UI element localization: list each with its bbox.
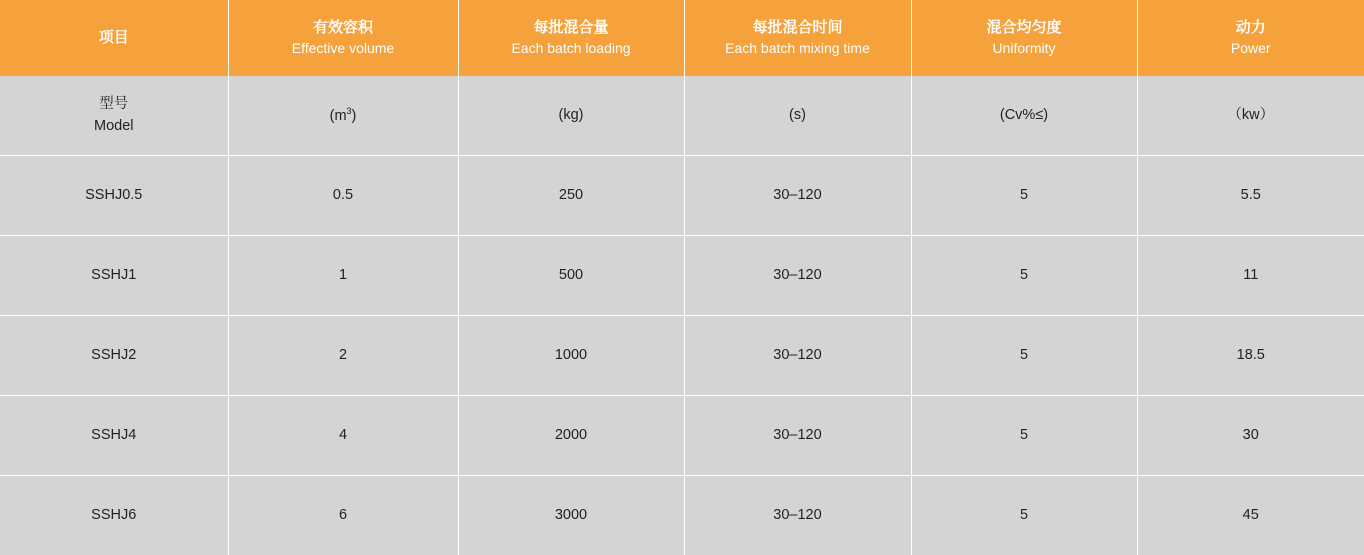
header-cell-effective-volume — [228, 0, 458, 76]
table-row — [0, 396, 1364, 476]
header-power-en: Power — [1144, 39, 1359, 59]
header-uniformity-cn: 混合均匀度 — [918, 17, 1131, 38]
unit-volume-exponent: 3 — [347, 106, 352, 116]
header-each-batch-loading-cn: 每批混合量 — [465, 17, 678, 38]
header-cell-uniformity — [911, 0, 1137, 76]
cell-uniformity: 5 — [911, 236, 1137, 316]
cell-loading: 2000 — [458, 396, 684, 476]
cell-power: 11 — [1137, 236, 1364, 316]
cell-loading: 250 — [458, 156, 684, 236]
cell-time: 30–120 — [684, 236, 911, 316]
cell-uniformity: 5 — [911, 396, 1137, 476]
unit-cell-time: (s) — [684, 76, 911, 156]
cell-power: 5.5 — [1137, 156, 1364, 236]
unit-cell-volume — [228, 76, 458, 156]
unit-cell-loading: (kg) — [458, 76, 684, 156]
cell-loading: 1000 — [458, 316, 684, 396]
cell-power: 18.5 — [1137, 316, 1364, 396]
header-each-batch-loading-en: Each batch loading — [465, 39, 678, 59]
table-row — [0, 476, 1364, 555]
table-row — [0, 236, 1364, 316]
header-each-batch-mixing-time-cn: 每批混合时间 — [691, 17, 905, 38]
table-body — [0, 76, 1364, 555]
unit-cell-uniformity: (Cv%≤) — [911, 76, 1137, 156]
cell-uniformity: 5 — [911, 316, 1137, 396]
cell-time: 30–120 — [684, 156, 911, 236]
cell-model: SSHJ1 — [0, 236, 228, 316]
header-cell-item — [0, 0, 228, 76]
table-row — [0, 316, 1364, 396]
table-header — [0, 0, 1364, 76]
unit-model-en: Model — [6, 116, 222, 137]
cell-loading: 500 — [458, 236, 684, 316]
header-cell-each-batch-loading — [458, 0, 684, 76]
cell-volume: 2 — [228, 316, 458, 396]
header-effective-volume-cn: 有效容积 — [235, 17, 452, 38]
cell-time: 30–120 — [684, 316, 911, 396]
cell-model: SSHJ4 — [0, 396, 228, 476]
cell-loading: 3000 — [458, 476, 684, 555]
header-cell-power — [1137, 0, 1364, 76]
header-effective-volume-en: Effective volume — [235, 39, 452, 59]
table-row — [0, 156, 1364, 236]
cell-model: SSHJ6 — [0, 476, 228, 555]
cell-time: 30–120 — [684, 476, 911, 555]
unit-model-cn: 型号 — [6, 94, 222, 115]
cell-model: SSHJ0.5 — [0, 156, 228, 236]
header-row — [0, 0, 1364, 76]
header-each-batch-mixing-time-en: Each batch mixing time — [691, 39, 905, 59]
cell-uniformity: 5 — [911, 476, 1137, 555]
cell-volume: 1 — [228, 236, 458, 316]
cell-volume: 0.5 — [228, 156, 458, 236]
cell-model: SSHJ2 — [0, 316, 228, 396]
unit-cell-model — [0, 76, 228, 156]
header-power-cn: 动力 — [1144, 17, 1359, 38]
unit-volume-suffix: ) — [352, 107, 357, 123]
unit-volume-prefix: (m — [330, 107, 347, 123]
header-item-cn: 项目 — [6, 27, 222, 48]
cell-power: 30 — [1137, 396, 1364, 476]
cell-time: 30–120 — [684, 396, 911, 476]
cell-volume: 6 — [228, 476, 458, 555]
cell-volume: 4 — [228, 396, 458, 476]
cell-uniformity: 5 — [911, 156, 1137, 236]
cell-power: 45 — [1137, 476, 1364, 555]
header-uniformity-en: Uniformity — [918, 39, 1131, 59]
header-cell-each-batch-mixing-time — [684, 0, 911, 76]
unit-cell-power: （kw） — [1137, 76, 1364, 156]
unit-row — [0, 76, 1364, 156]
